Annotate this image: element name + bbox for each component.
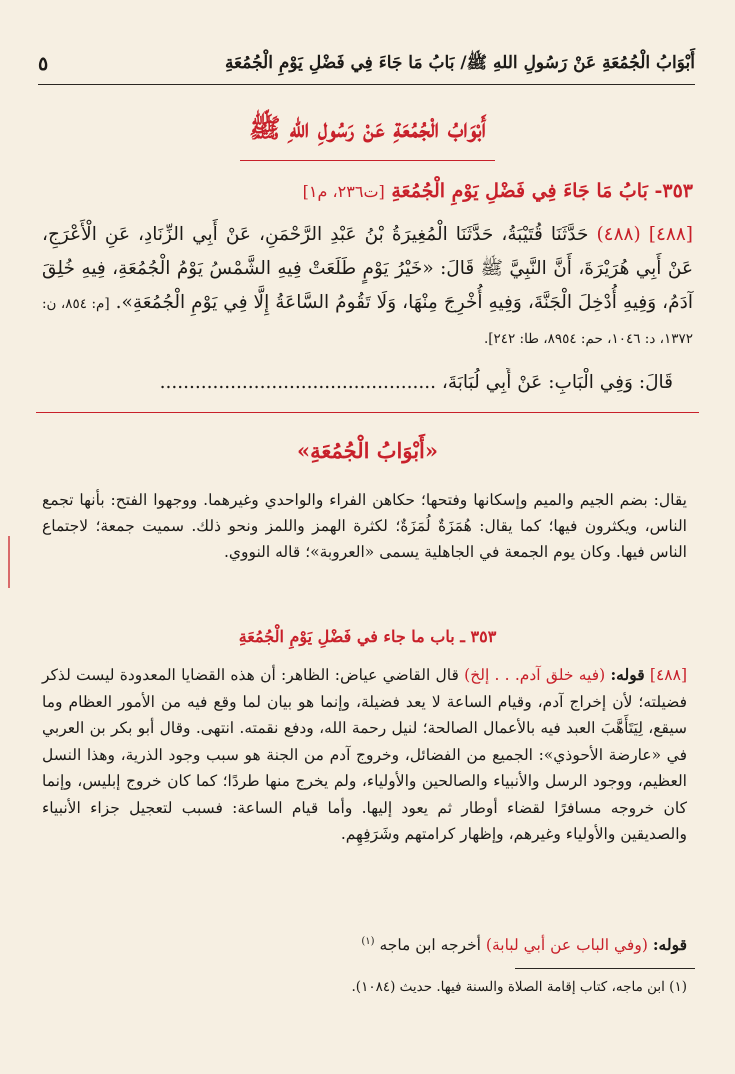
commentary-quote: (فيه خلق آدم. . . إلخ) bbox=[464, 666, 606, 684]
commentary-hadith-number: [٤٨٨] bbox=[649, 666, 687, 684]
footnote-rule bbox=[515, 968, 695, 969]
commentary-text-2: أخرجه ابن ماجه bbox=[379, 936, 481, 955]
bab-title: ٣٥٣- بَابُ مَا جَاءَ فِي فَضْلِ يَوْمِ الْجُمُعَةِ bbox=[391, 180, 693, 202]
qawluhu-label-2: قوله: bbox=[652, 935, 687, 955]
footnote: (١) ابن ماجه، كتاب إقامة الصلاة والسنة فيها. حديث (١٠٨٤). bbox=[351, 979, 687, 995]
running-title: أَبْوَابُ الْجُمُعَةِ عَنْ رَسُولِ اللهِ ﷺ/ بَابُ مَا جَاءَ فِي فَضْلِ يَوْمِ الْجُمُعَةِ bbox=[224, 52, 695, 73]
qala-line: قَالَ: وَفِي الْبَابِ: عَنْ أَبِي لُبَابَةَ، ............................................... bbox=[159, 372, 673, 393]
page-number: ٥ bbox=[38, 53, 49, 75]
page-edge-mark bbox=[8, 536, 10, 588]
hadith-text bbox=[42, 218, 693, 356]
commentary-quote-2: (وفي الباب عن أبي لبابة) bbox=[485, 936, 648, 955]
commentary-paragraph-1: يقال: بضم الجيم والميم وإسكانها وفتحها؛ حكاهن الفراء والواحدي وغيرهما. ووجهوا الفتح: بأنها تجمع الناس، ويكثرون فيها؛ كما يقال: هُمَزَةٌ لُمَزَةٌ؛ لكثرة الهمز واللمز ونحو ذلك. سميت جمعة؛ لاجتماع الناس فيها. وكان يوم الجمعة في الجاهلية يسمى «العروبة»؛ قاله النووي. bbox=[42, 491, 687, 561]
running-header bbox=[38, 44, 695, 85]
main-heading-underline bbox=[240, 160, 495, 161]
commentary-heading: «أَبْوَابُ الْجُمُعَةِ» bbox=[296, 438, 438, 463]
commentary-paragraph-2 bbox=[42, 662, 687, 848]
commentary-paragraph-3 bbox=[42, 929, 687, 958]
qawluhu-label: قوله: bbox=[610, 665, 645, 684]
bab-reference: [ت٢٣٦، م١] bbox=[302, 182, 385, 201]
hadith-sources: [م: ٨٥٤، ن: ١٣٧٢، د: ١٠٤٦، حم: ٨٩٥٤، طا: ٢٤٢]. bbox=[42, 296, 693, 347]
commentary-bab-heading: ٣٥٣ ـ باب ما جاء في فَضْلِ يَوْمِ الْجُمُعَةِ bbox=[238, 627, 497, 646]
hadith-number: [٤٨٨] (٤٨٨) bbox=[596, 224, 693, 245]
commentary-text: قال القاضي عياض: الظاهر: أن هذه القضايا المعدودة ليست لذكر فضيلته؛ لأن إخراج آدم، وقيام الساعة لا يعد فضيلة، وإنما هو بيان لما وقع فيه من الأمور العظام وما سيقع، لِيَتَأَهَّبَ العبد فيه بالأعمال الصالحة؛ لنيل رحمة الله، ودفع نقمته. انتهى. وقال أبو بكر بن العربي في «عارضة الأحوذي»: الجميع من الفضائل، وخروج آدم من الجنة هو سبب وجود الذرية، وهذا النسل العظيم، ووجود الرسل والأنبياء والصالحين والأولياء، ولم يخرج منها طردًا؛ كما كان خروج إبليس، وإنما كان خروجه مسافرًا لقضاء أوطار ثم يعود إليها. وأما قيام الساعة: فسبب لتعجيل جزاء الأنبياء والصديقين والأولياء وغيرهم، وإظهار كرامتهم وشَرَفِهِم. bbox=[42, 666, 687, 843]
section-divider bbox=[36, 412, 699, 413]
main-heading: أَبْوَابُ الْجُمُعَةِ عَنْ رَسُولِ اللهِ ﷺ bbox=[249, 114, 486, 144]
hadith-body: حَدَّثَنَا قُتَيْبَةُ، حَدَّثَنَا الْمُغِيرَةُ بْنُ عَبْدِ الرَّحْمَنِ، عَنْ أَبِي الزِّنَادِ، عَنِ الْأَعْرَجِ، عَنْ أَبِي هُرَيْرَةَ، أَنَّ النَّبِيَّ ﷺ قَالَ: «خَيْرُ يَوْمٍ طَلَعَتْ فِيهِ الشَّمْسُ يَوْمُ الْجُمُعَةِ، فِيهِ خُلِقَ آدَمُ، وَفِيهِ أُدْخِلَ الْجَنَّةَ، وَفِيهِ أُخْرِجَ مِنْهَا، وَلَا تَقُومُ السَّاعَةُ إِلَّا فِي يَوْمِ الْجُمُعَةِ». bbox=[42, 224, 693, 313]
bab-heading bbox=[42, 180, 693, 202]
footnote-marker: (١) bbox=[361, 936, 375, 947]
